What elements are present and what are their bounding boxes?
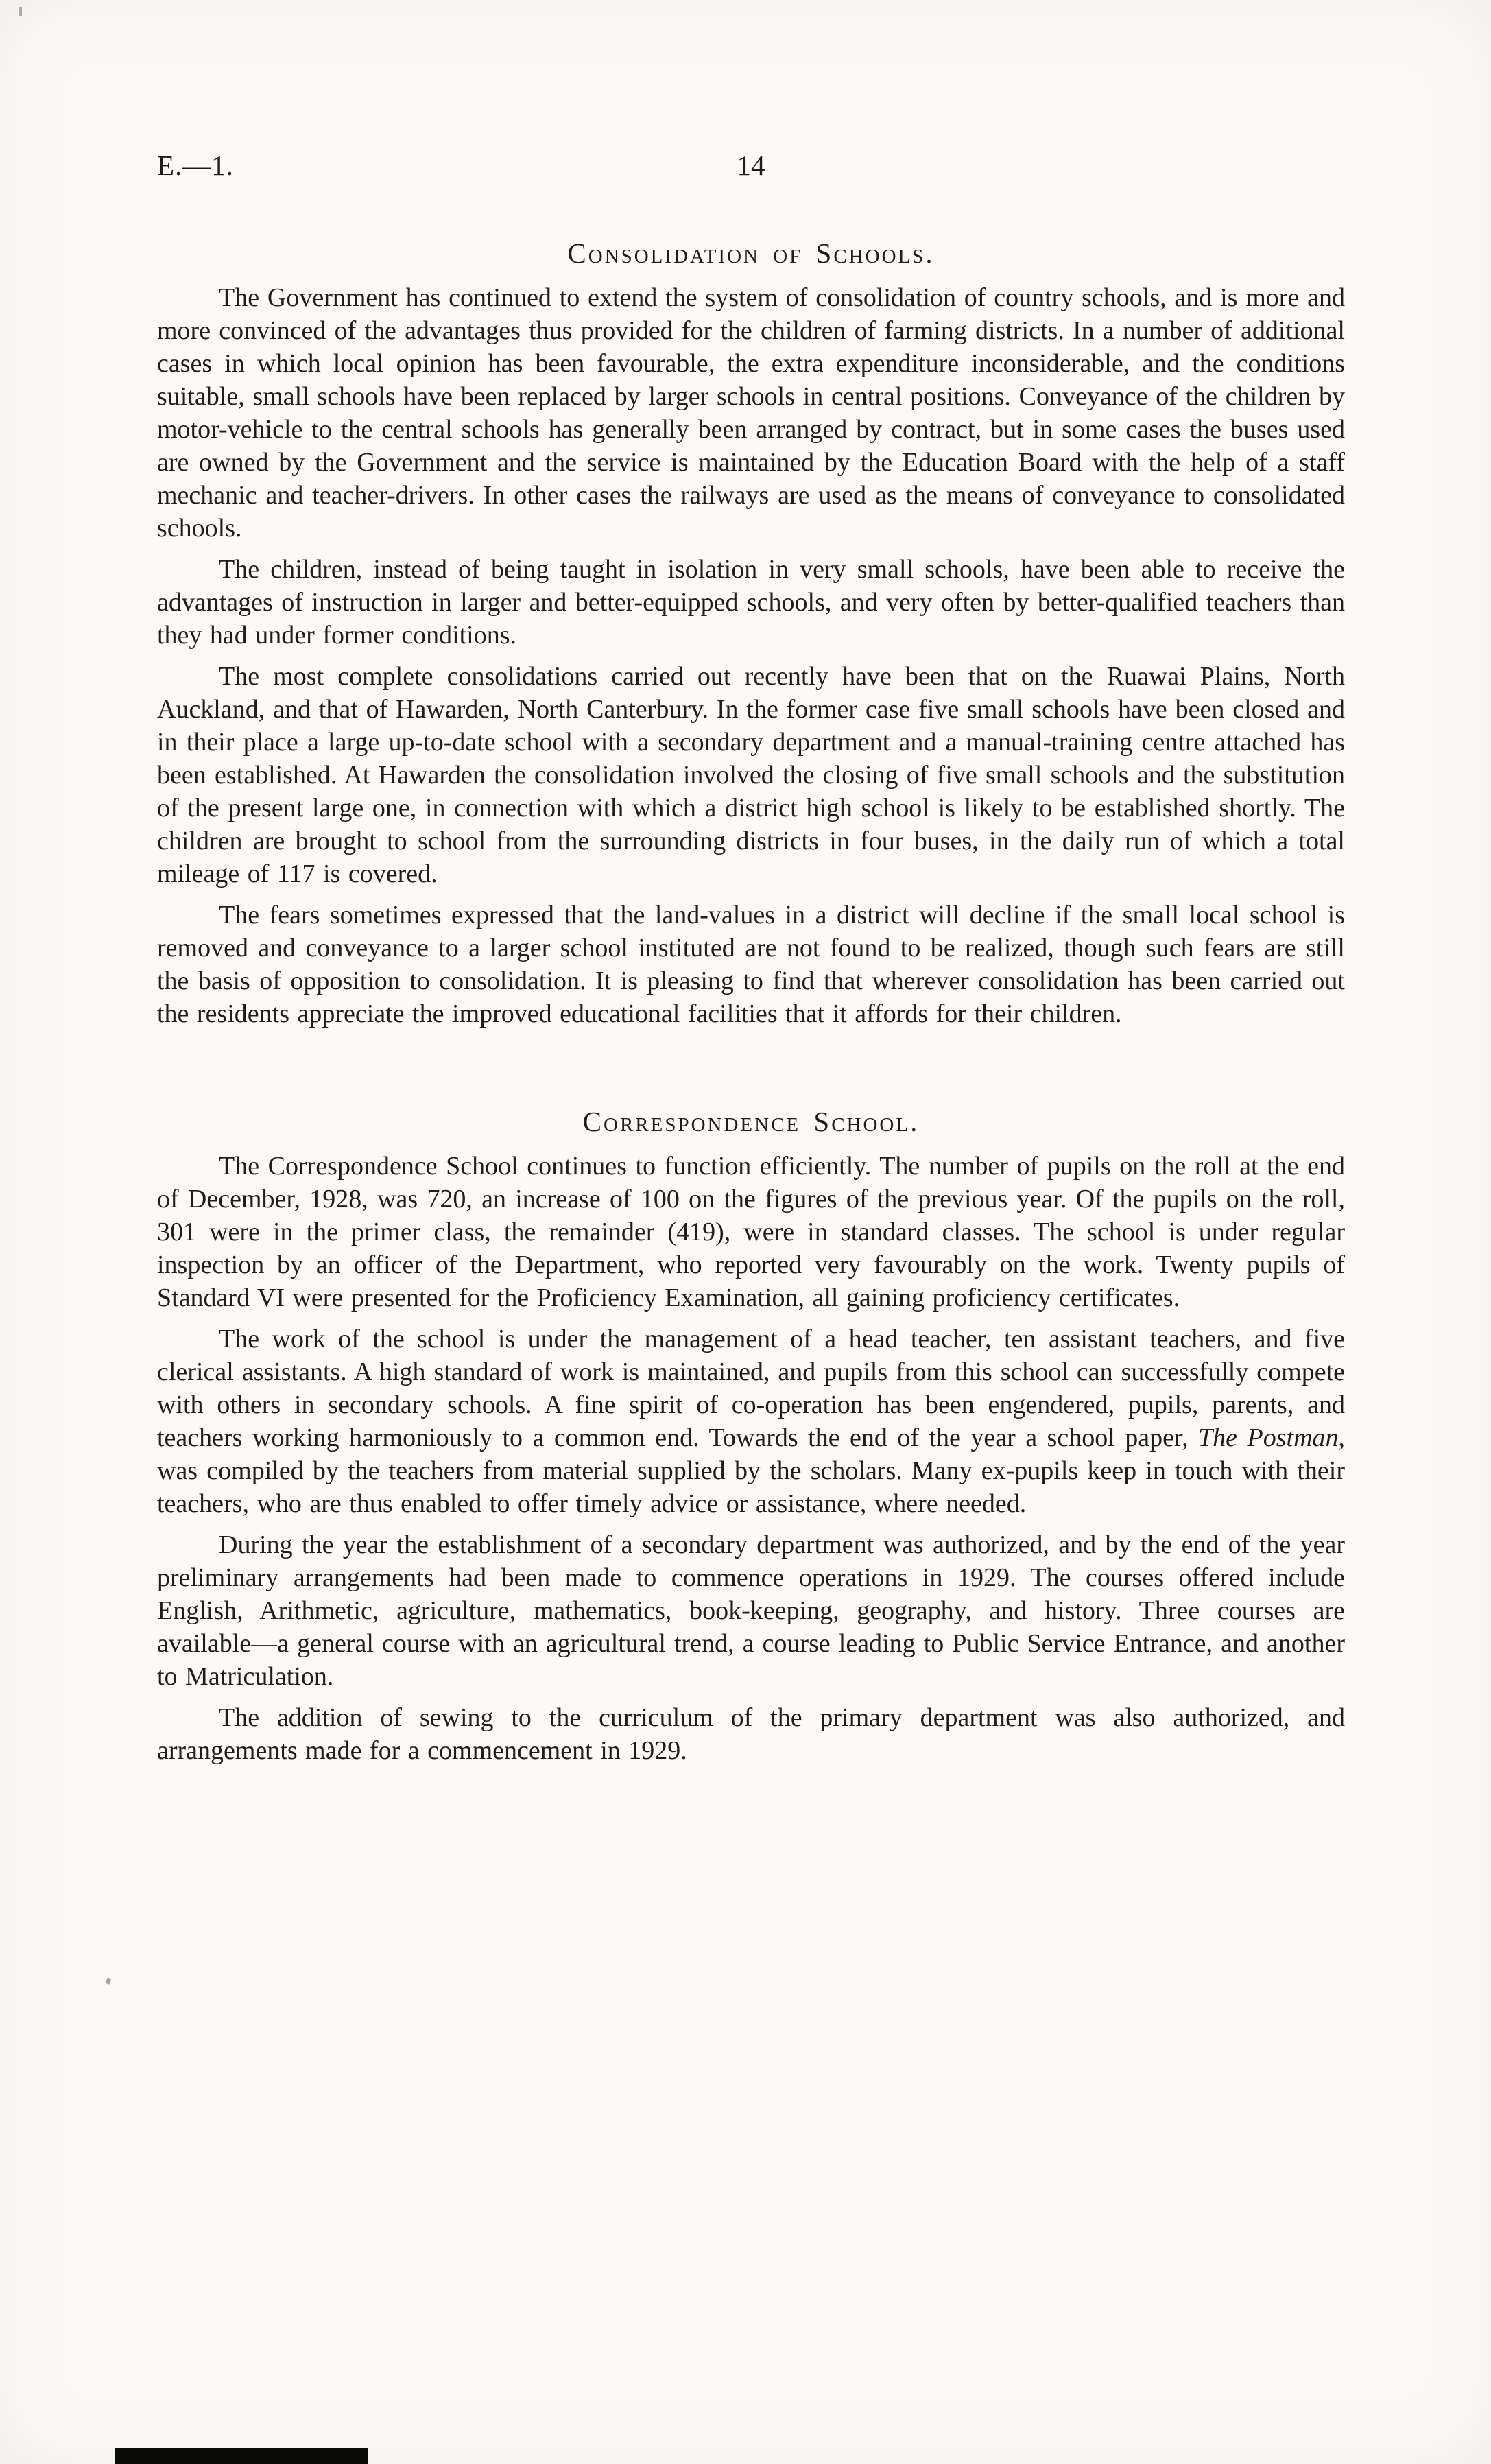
paragraph-text: The work of the school is under the management of a head teacher, ten assistant teachers, and five clerical assistants. A high standard of work is maintained, and pupils from this school can successfully compete with others in secondary schools. A fine spirit of co-operation has been engendered, pupils, parents, and teachers working harmoniously to a common end. Towards the end of the year a school paper,	[157, 1325, 1345, 1452]
paragraph: The most complete consolidations carried out recently have been that on the Ruawai Plains, North Auckland, and that of Hawarden, North Canterbury. In the former case five small schools have been closed and in their place a large up-to-date school with a secondary department and a manual-training centre attached has been established. At Hawarden the consolidation involved the closing of five small schools and the substitution of the present large one, in connection with which a district high school is likely to be established shortly. The children are brought to school from the surrounding districts in four buses, in the daily run of which a total mileage of 117 is covered.	[157, 662, 1345, 888]
section-heading: Correspondence School.	[582, 1106, 920, 1137]
page-number: 14	[737, 150, 765, 181]
paragraph-text: , was compiled by the teachers from material supplied by the scholars. Many ex-pupils keep in touch with their teachers, who are thus enabled to offer timely advice or assistance, where needed.	[157, 1423, 1346, 1518]
page-sheet	[157, 150, 1345, 1767]
document-reference: E.—1.	[157, 150, 235, 181]
section-correspondence-school	[157, 1104, 1345, 1767]
section-consolidation-of-schools	[157, 236, 1345, 1030]
paragraph: The addition of sewing to the curriculum of the primary department was also authorized, and arrangements made for a commencement in 1929.	[157, 1703, 1345, 1765]
paragraph: The fears sometimes expressed that the land-values in a district will decline if the small local school is removed and conveyance to a larger school instituted are not found to be realized, though such fears are still the basis of opposition to consolidation. It is pleasing to find that wherever consolidation has been carried out the residents appreciate the improved educational facilities that it affords for their children.	[157, 901, 1345, 1028]
paragraph	[157, 1323, 1345, 1520]
paragraph: During the year the establishment of a secondary department was authorized, and by the end of the year preliminary arrangements had been made to commence operations in 1929. The courses offered include English, Arithmetic, agriculture, mathematics, book-keeping, geography, and history. Three courses are available—a general course with an agricultural trend, a course leading to Public Service Entrance, and another to Matriculation.	[157, 1530, 1345, 1691]
scan-speck	[19, 7, 22, 16]
section-heading: Consolidation of Schools.	[567, 237, 935, 269]
paragraph: The Government has continued to extend the system of consolidation of country schools, and is more and more convinced of the advantages thus provided for the children of farming districts. In a number of additional cases in which local opinion has been favourable, the extra expenditure inconsiderable, and the conditions suitable, small schools have been replaced by larger schools in central positions. Conveyance of the children by motor-vehicle to the central schools has generally been arranged by contract, but in some cases the buses used are owned by the Government and the service is maintained by the Education Board with the help of a staff mechanic and teacher-drivers. In other cases the railways are used as the means of conveyance to consolidated schools.	[157, 283, 1345, 543]
scan-speck	[106, 1978, 112, 1985]
scan-artifact-bar	[115, 2448, 368, 2464]
paragraph: The children, instead of being taught in isolation in very small schools, have been able to receive the advantages of instruction in larger and better-equipped schools, and very often by better-qualified teachers than they had under former conditions.	[157, 555, 1345, 650]
paragraph: The Correspondence School continues to function efficiently. The number of pupils on the roll at the end of December, 1928, was 720, an increase of 100 on the figures of the previous year. Of the pupils on the roll, 301 were in the primer class, the remainder (419), were in standard classes. The school is under regular inspection by an officer of the Department, who reported very favourably on the work. Twenty pupils of Standard VI were presented for the Proficiency Examination, all gaining proficiency certificates.	[157, 1152, 1345, 1312]
page-header	[157, 150, 1345, 181]
school-paper-title: The Postman	[1198, 1423, 1339, 1452]
